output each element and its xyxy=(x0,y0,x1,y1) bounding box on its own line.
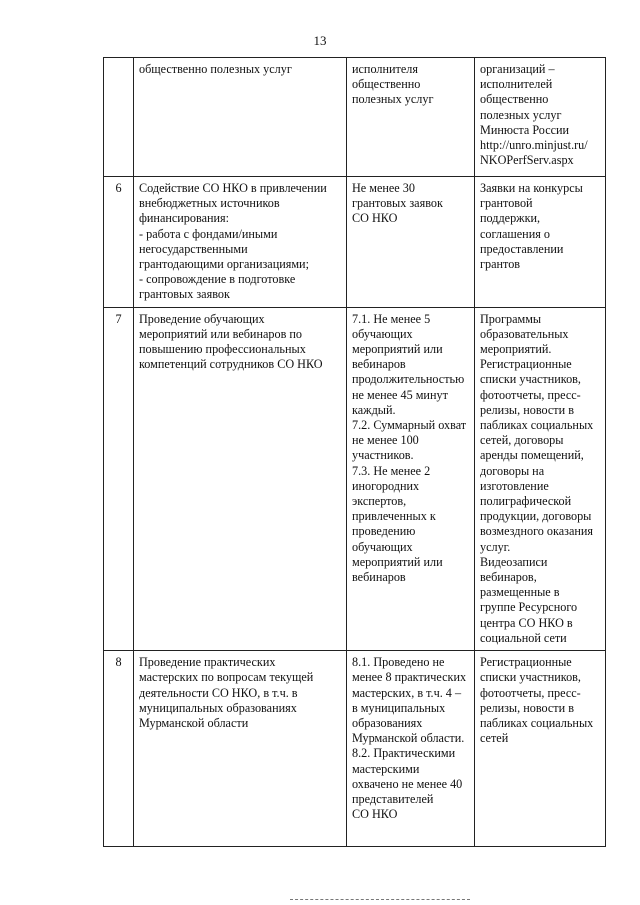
indicator-cell xyxy=(347,58,475,177)
activity-cell xyxy=(134,177,347,308)
cell-text-line: проведению xyxy=(352,524,416,539)
cell-text-line: экспертов, xyxy=(352,494,407,509)
cell-text-line: компетенций сотрудников СО НКО xyxy=(139,357,323,372)
cell-text-line: охвачено не менее 40 xyxy=(352,776,463,791)
cell-text-line: грантовых заявок xyxy=(139,287,230,302)
cell-text-line: обучающих xyxy=(352,539,413,554)
cell-text-line: вебинаров xyxy=(352,357,406,372)
cell-text-line: полезных услуг xyxy=(352,92,434,107)
cell-text-line: Проведение практических xyxy=(139,655,276,670)
cell-text-line: общественно полезных услуг xyxy=(139,62,292,76)
cell-text-line: финансирования: xyxy=(139,211,230,226)
cell-text-line: вебинаров xyxy=(352,570,406,585)
cell-text-line: не менее 100 xyxy=(352,433,419,448)
cell-text-line: иногородних xyxy=(352,478,420,493)
row-number-cell: 7 xyxy=(104,307,134,650)
cell-text-line: обучающих xyxy=(352,326,413,341)
cell-text-line: Программы xyxy=(480,311,542,326)
cell-text-line: мастерских по вопросам текущей xyxy=(139,670,314,685)
row-number-cell: 8 xyxy=(104,651,134,847)
cell-text-line: мероприятий или вебинаров по xyxy=(139,326,302,341)
cell-text-line: 8.2. Практическими xyxy=(352,746,456,761)
cell-text-line: изготовление xyxy=(480,478,549,493)
row-number-cell xyxy=(104,58,134,177)
activity-cell xyxy=(134,307,347,650)
cell-text-line: релизы, новости в xyxy=(480,700,574,715)
cell-text-line: 7.3. Не менее 2 xyxy=(352,463,431,478)
cell-text-line: деятельности СО НКО, в т.ч. в xyxy=(139,685,298,700)
cell-text-line: аренды помещений, xyxy=(480,448,584,463)
document-table xyxy=(103,57,606,847)
documents-cell xyxy=(475,307,606,650)
cell-text-line: релизы, новости в xyxy=(480,402,574,417)
cell-text-line: повышению профессиональных xyxy=(139,342,306,357)
cell-text-line: исполнителей xyxy=(480,77,553,92)
cell-text-line: мастерских, в т.ч. 4 – xyxy=(352,685,462,700)
cell-text-line: пабликах социальных xyxy=(480,715,594,730)
indicator-cell xyxy=(347,651,475,847)
cell-text-line: муниципальных образованиях xyxy=(139,700,297,715)
indicator-cell xyxy=(347,307,475,650)
cell-text-line: Не менее 30 xyxy=(352,181,415,195)
cell-text-line: Минюста России xyxy=(480,122,570,137)
cell-text-line: мероприятий. xyxy=(480,342,552,357)
documents-cell xyxy=(475,651,606,847)
cell-text-line: СО НКО xyxy=(352,807,398,822)
cell-text-line: фотоотчеты, пресс- xyxy=(480,685,581,700)
cell-text-line: мастерскими xyxy=(352,761,420,776)
table-body xyxy=(104,58,606,847)
cell-text-line: менее 8 практических xyxy=(352,670,467,685)
cell-text-line: Регистрационные xyxy=(480,655,572,670)
cell-text-line: мероприятий или xyxy=(352,342,443,357)
indicator-cell xyxy=(347,177,475,308)
cell-text-line: вебинаров, xyxy=(480,570,537,585)
cell-text-line: общественно xyxy=(352,77,421,92)
cell-text-line: Проведение обучающих xyxy=(139,311,265,326)
cell-text-line: привлеченных к xyxy=(352,509,436,524)
cell-text-line: исполнителя xyxy=(352,62,418,76)
cell-text-line: мероприятий или xyxy=(352,554,443,569)
cell-text-line: Мурманской области. xyxy=(352,731,465,746)
cell-text-line: 7.2. Суммарный охват xyxy=(352,418,467,433)
cell-text-line: поддержки, xyxy=(480,211,541,226)
cell-text-line: центра СО НКО в xyxy=(480,615,573,630)
cell-text-line: - сопровождение в подготовке xyxy=(139,272,296,287)
cell-text-line: социальной сети xyxy=(480,630,567,645)
cell-text-line: - работа с фондами/иными xyxy=(139,226,278,241)
cell-text-line: грантодающими организациями; xyxy=(139,257,309,272)
cell-text-line: соглашения о xyxy=(480,226,550,241)
cell-text-line: Содействие СО НКО в привлечении xyxy=(139,181,327,195)
cell-text-line: услуг. xyxy=(480,539,511,554)
cell-text-line: списки участников, xyxy=(480,372,581,387)
documents-cell xyxy=(475,177,606,308)
table-row xyxy=(104,307,606,650)
cell-text-line: продукции, договоры xyxy=(480,509,592,524)
cell-text-line: сетей, договоры xyxy=(480,433,564,448)
cell-text-line: 7.1. Не менее 5 xyxy=(352,311,431,326)
cell-text-line: СО НКО xyxy=(352,211,398,226)
cell-text-line: участников. xyxy=(352,448,414,463)
cell-text-line: грантов xyxy=(480,257,521,272)
cell-text-line: каждый. xyxy=(352,402,396,417)
table-row xyxy=(104,177,606,308)
cell-text-line: продолжительностью xyxy=(352,372,465,387)
cell-text-line: в муниципальных xyxy=(352,700,446,715)
table-row xyxy=(104,651,606,847)
row-number-cell: 6 xyxy=(104,177,134,308)
activity-cell xyxy=(134,58,347,177)
cell-text-line: фотоотчеты, пресс- xyxy=(480,387,581,402)
page-number: 13 xyxy=(313,33,327,48)
cell-text-line: Видеозаписи xyxy=(480,554,548,569)
cell-text-line: 8.1. Проведено не xyxy=(352,655,445,670)
cell-text-line: организаций – xyxy=(480,62,555,76)
cell-text-line: полиграфической xyxy=(480,494,572,509)
cell-text-line: грантовых заявок xyxy=(352,196,443,211)
cell-text-line: возмездного оказания xyxy=(480,524,594,539)
cell-text-line: группе Ресурсного xyxy=(480,600,578,615)
cell-text-line: размещенные в xyxy=(480,585,560,600)
cell-text-line: договоры на xyxy=(480,463,545,478)
cell-text-line: образованиях xyxy=(352,715,423,730)
cell-text-line: списки участников, xyxy=(480,670,581,685)
cell-text-line: Мурманской области xyxy=(139,715,249,730)
cell-text-line: пабликах социальных xyxy=(480,418,594,433)
cell-text-line: предоставлении xyxy=(480,241,564,256)
cell-text-line: внебюджетных источников xyxy=(139,196,280,211)
cell-text-line: не менее 45 минут xyxy=(352,387,448,402)
cell-text-line: полезных услуг xyxy=(480,107,562,122)
table-row xyxy=(104,58,606,177)
activity-cell xyxy=(134,651,347,847)
cell-text-line: образовательных xyxy=(480,326,569,341)
cell-text-line: представителей xyxy=(352,791,434,806)
cell-text-line: Регистрационные xyxy=(480,357,572,372)
cell-text-line: общественно xyxy=(480,92,549,107)
cell-text-line: http://unro.minjust.ru/ xyxy=(480,138,588,153)
cell-text-line: негосударственными xyxy=(139,241,248,256)
scan-artifact-line xyxy=(290,899,470,902)
cell-text-line: Заявки на конкурсы xyxy=(480,181,583,195)
documents-cell xyxy=(475,58,606,177)
cell-text-line: грантовой xyxy=(480,196,533,211)
cell-text-line: сетей xyxy=(480,731,509,746)
cell-text-line: NKOPerfServ.aspx xyxy=(480,153,574,168)
